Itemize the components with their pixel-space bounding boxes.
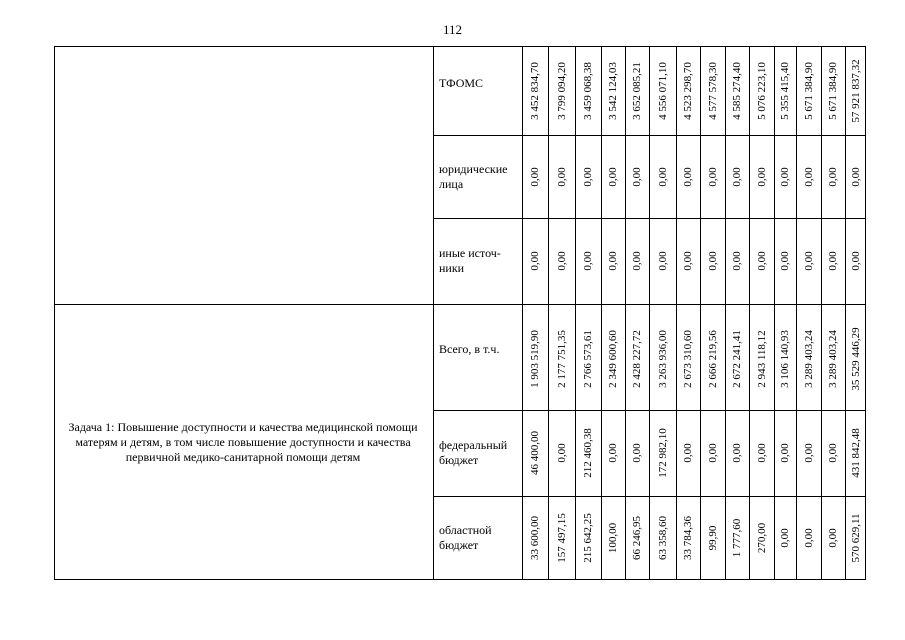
table-cell-value: 0,00 xyxy=(529,166,541,187)
row-line xyxy=(433,218,866,219)
table-cell-value: 2 666 219,56 xyxy=(706,330,719,388)
row-line xyxy=(433,496,866,497)
value-column-line xyxy=(749,46,750,580)
table-cell-value: 33 600,00 xyxy=(529,516,541,560)
table-cell-value: 3 652 085,21 xyxy=(631,62,643,120)
table-cell-value: 0,00 xyxy=(779,166,791,187)
table-cell-value: 0,00 xyxy=(802,528,815,548)
table-cell-value: 570 629,11 xyxy=(849,513,862,563)
table-cell-value: 0,00 xyxy=(631,166,643,187)
page-number: 112 xyxy=(442,22,463,37)
value-column-line xyxy=(796,46,797,580)
label-column-line xyxy=(433,46,434,580)
value-column-line xyxy=(774,46,775,580)
table-cell-value: 215 642,25 xyxy=(582,513,594,563)
value-column-line xyxy=(845,46,846,580)
value-column-line xyxy=(625,46,626,580)
table-cell-value: 5 671 384,90 xyxy=(827,62,839,120)
table-cell-value: 0,00 xyxy=(755,166,768,187)
table-cell-value: 4 556 071,10 xyxy=(656,62,669,120)
table-cell-value: 0,00 xyxy=(802,443,815,463)
value-column-line xyxy=(700,46,701,580)
table-cell-value: 0,00 xyxy=(607,443,619,463)
table-cell-value: 270,00 xyxy=(755,522,768,554)
table-cell-value: 0,00 xyxy=(607,251,619,271)
table-cell-value: 2 943 118,12 xyxy=(755,330,768,388)
value-column-line xyxy=(522,46,523,580)
table-cell-value: 0,00 xyxy=(682,166,694,187)
table-cell-value: 0,00 xyxy=(779,251,791,271)
table-cell-value: 2 177 751,35 xyxy=(555,330,568,388)
row-label: ТФОМС xyxy=(439,75,484,90)
table-cell-value: 2 349 600,60 xyxy=(607,330,619,388)
table-cell-value: 0,00 xyxy=(755,251,768,271)
table-cell-value: 0,00 xyxy=(802,251,815,271)
table-cell-value: 5 076 223,10 xyxy=(755,62,768,120)
row-label: областной бюджет xyxy=(439,523,492,552)
row-label: федеральный бюджет xyxy=(439,438,508,467)
row-line xyxy=(433,135,866,136)
table-cell-value: 5 355 415,40 xyxy=(779,62,791,120)
table-cell-value: 100,00 xyxy=(607,522,619,554)
table-cell-value: 3 542 124,03 xyxy=(607,62,619,120)
table-cell-value: 4 585 274,40 xyxy=(731,62,743,120)
table-cell-value: 0,00 xyxy=(706,443,719,463)
row-label: юридические лица xyxy=(439,161,508,191)
table-cell-value: 3 289 403,24 xyxy=(827,330,839,388)
table-cell-value: 0,00 xyxy=(779,528,791,548)
table-cell-value: 0,00 xyxy=(682,443,694,463)
table-cell-value: 99,90 xyxy=(706,525,719,551)
table-cell-value: 33 784,36 xyxy=(682,516,694,560)
table-cell-value: 0,00 xyxy=(582,251,594,271)
table-cell-value: 2 672 241,41 xyxy=(731,330,743,388)
table-cell-value: 172 982,10 xyxy=(656,428,669,478)
budget-table xyxy=(54,46,866,580)
table-border-top xyxy=(54,46,866,47)
table-cell-value: 0,00 xyxy=(631,251,643,271)
table-cell-value: 0,00 xyxy=(656,166,669,187)
table-cell-value: 0,00 xyxy=(755,443,768,463)
table-cell-value: 35 529 446,29 xyxy=(849,327,862,391)
table-cell-value: 2 428 227,72 xyxy=(631,330,643,388)
table-cell-value: 3 263 936,00 xyxy=(656,330,669,388)
row-label: иные источ-ники xyxy=(439,246,501,275)
table-border-right xyxy=(865,46,866,580)
table-cell-value: 0,00 xyxy=(802,166,815,187)
table-cell-value: 0,00 xyxy=(555,443,568,463)
table-cell-value: 0,00 xyxy=(631,443,643,463)
table-cell-value: 0,00 xyxy=(555,166,568,187)
table-cell-value: 3 459 068,38 xyxy=(582,62,594,120)
table-cell-value: 63 358,60 xyxy=(656,516,669,560)
table-cell-value: 0,00 xyxy=(827,251,839,271)
table-cell-value: 431 842,48 xyxy=(849,428,862,478)
table-cell-value: 2 673 310,60 xyxy=(682,330,694,388)
value-column-line xyxy=(725,46,726,580)
table-cell-value: 3 452 834,70 xyxy=(529,62,541,120)
table-cell-value: 0,00 xyxy=(582,166,594,187)
table-cell-value: 0,00 xyxy=(682,251,694,271)
table-cell-value: 0,00 xyxy=(656,251,669,271)
table-cell-value: 0,00 xyxy=(779,443,791,463)
table-cell-value: 3 106 140,93 xyxy=(779,330,791,388)
table-cell-value: 0,00 xyxy=(827,166,839,187)
table-cell-value: 212 460,38 xyxy=(582,428,594,478)
table-cell-value: 1 777,60 xyxy=(731,518,743,558)
table-cell-value: 57 921 837,32 xyxy=(849,59,862,123)
table-cell-value: 2 766 573,61 xyxy=(582,330,594,388)
task-description: Задача 1: Повышение доступности и качества медицинской помощи матерям и детям, в том числе повышение доступности и качества первичной медико-санитарной помощи детям xyxy=(68,420,418,464)
table-cell-value: 1 903 519,90 xyxy=(529,330,541,388)
value-column-line xyxy=(601,46,602,580)
table-cell-value: 0,00 xyxy=(731,251,743,271)
value-column-line xyxy=(676,46,677,580)
table-cell-value: 0,00 xyxy=(827,528,839,548)
table-cell-value: 0,00 xyxy=(706,166,719,187)
row-line xyxy=(433,410,866,411)
value-column-line xyxy=(575,46,576,580)
section-divider xyxy=(54,304,866,305)
table-cell-value: 3 289 403,24 xyxy=(802,330,815,388)
table-cell-value: 4 523 298,70 xyxy=(682,62,694,120)
table-cell-value: 0,00 xyxy=(849,251,862,271)
table-cell-value: 0,00 xyxy=(706,251,719,271)
table-cell-value: 0,00 xyxy=(849,166,862,187)
table-cell-value: 0,00 xyxy=(529,251,541,271)
table-cell-value: 0,00 xyxy=(731,443,743,463)
table-cell-value: 157 497,15 xyxy=(555,513,568,563)
table-cell-value: 0,00 xyxy=(555,251,568,271)
table-border-left xyxy=(54,46,55,580)
table-cell-value: 46 400,00 xyxy=(529,431,541,475)
table-border-bottom xyxy=(54,579,866,580)
value-column-line xyxy=(548,46,549,580)
row-label: Всего, в т.ч. xyxy=(439,342,500,356)
table-cell-value: 3 799 094,20 xyxy=(555,62,568,120)
table-cell-value: 0,00 xyxy=(731,166,743,187)
table-cell-value: 5 671 384,90 xyxy=(802,62,815,120)
table-cell-value: 4 577 578,30 xyxy=(706,62,719,120)
table-cell-value: 0,00 xyxy=(607,166,619,187)
value-column-line xyxy=(821,46,822,580)
table-cell-value: 66 246,95 xyxy=(631,516,643,560)
table-cell-value: 0,00 xyxy=(827,443,839,463)
value-column-line xyxy=(649,46,650,580)
